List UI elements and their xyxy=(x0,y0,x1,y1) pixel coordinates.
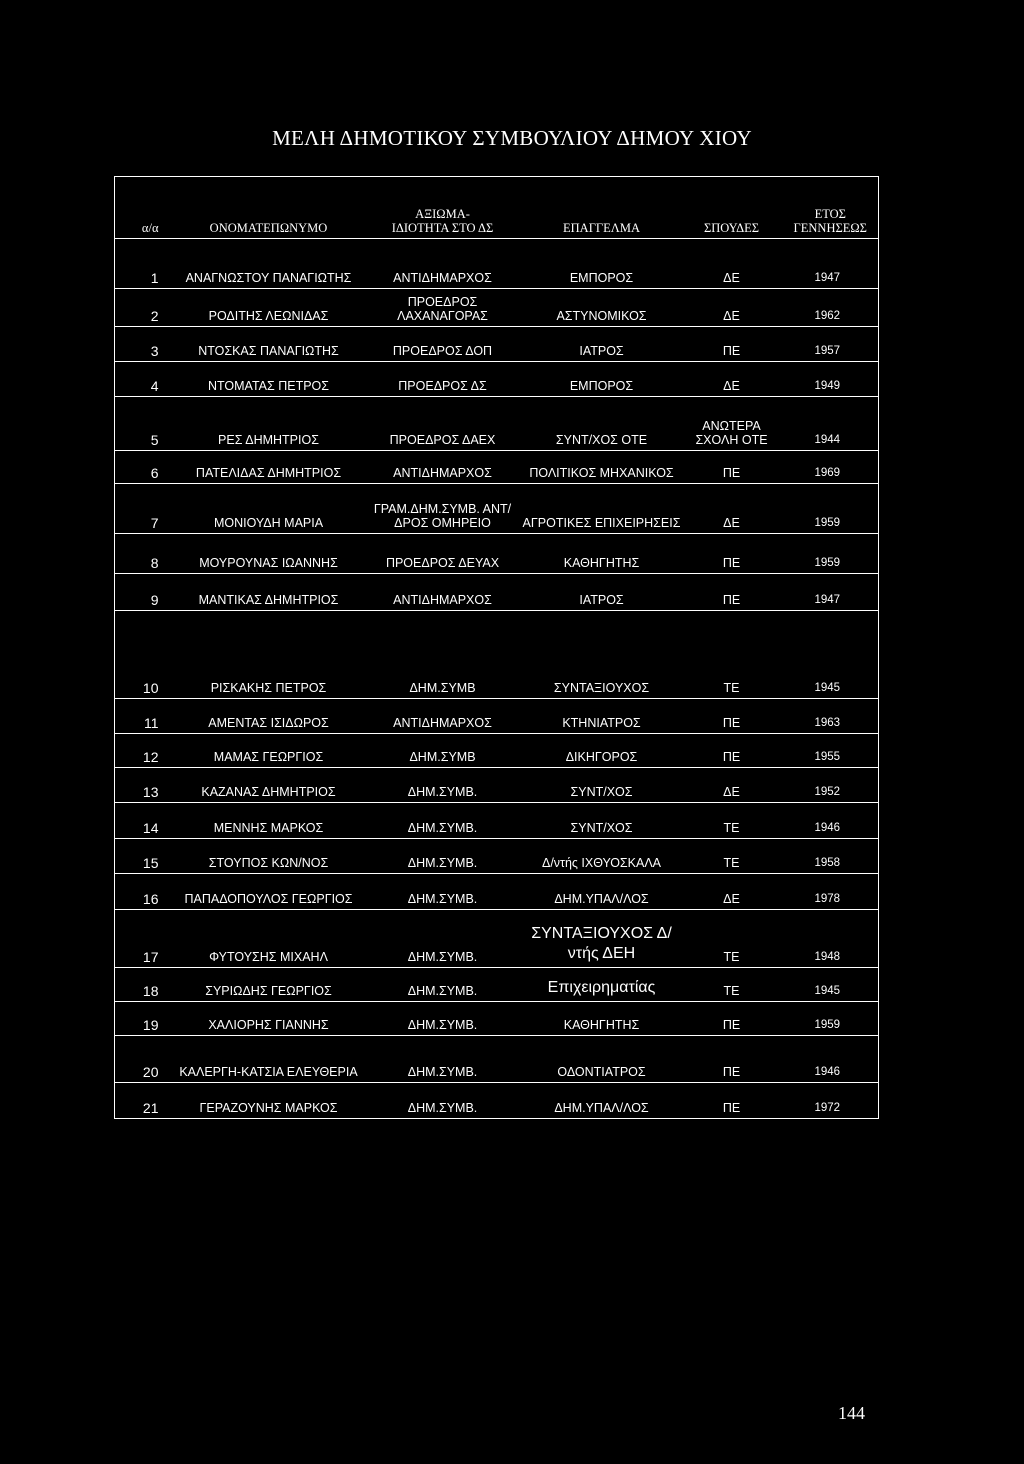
cell-position: ΑΝΤΙΔΗΜΑΡΧΟΣ xyxy=(369,699,517,734)
cell-name: ΠΑΤΕΛΙΔΑΣ ΔΗΜΗΤΡΙΟΣ xyxy=(169,451,369,484)
cell-birth-year: 1945 xyxy=(777,968,879,1002)
cell-education: ΠΕ xyxy=(687,1036,777,1083)
cell-no: 11 xyxy=(115,699,169,734)
cell-no: 8 xyxy=(115,534,169,574)
cell-birth-year: 1962 xyxy=(777,289,879,327)
cell-birth-year: 1946 xyxy=(777,1036,879,1083)
cell-name: ΓΕΡΑΖΟΥΝΗΣ ΜΑΡΚΟΣ xyxy=(169,1083,369,1119)
cell-profession: ΣΥΝΤ/ΧΟΣ xyxy=(517,803,687,839)
cell-birth-year: 1972 xyxy=(777,1083,879,1119)
cell-no: 20 xyxy=(115,1036,169,1083)
cell-profession: Δ/ντής ΙΧΘΥΟΣΚΑΛΑ xyxy=(517,839,687,874)
cell-name: ΜΕΝΝΗΣ ΜΑΡΚΟΣ xyxy=(169,803,369,839)
cell-position: ΔΗΜ.ΣΥΜΒ xyxy=(369,734,517,768)
cell-birth-year: 1957 xyxy=(777,327,879,362)
table-row xyxy=(115,734,879,768)
cell-profession: ΙΑΤΡΟΣ xyxy=(517,327,687,362)
cell-profession: Επιχειρηματίας xyxy=(517,968,687,1002)
cell-position: ΔΗΜ.ΣΥΜΒ. xyxy=(369,1083,517,1119)
cell-no: 18 xyxy=(115,968,169,1002)
cell-birth-year: 1949 xyxy=(777,362,879,397)
cell-birth-year: 1945 xyxy=(777,611,879,699)
cell-profession: ΚΑΘΗΓΗΤΗΣ xyxy=(517,1002,687,1036)
table-row xyxy=(115,451,879,484)
cell-name: ΜΑΜΑΣ ΓΕΩΡΓΙΟΣ xyxy=(169,734,369,768)
cell-education: ΤΕ xyxy=(687,910,777,968)
cell-education: ΠΕ xyxy=(687,734,777,768)
cell-education: ΔΕ xyxy=(687,289,777,327)
cell-name: ΡΕΣ ΔΗΜΗΤΡΙΟΣ xyxy=(169,397,369,451)
cell-no: 15 xyxy=(115,839,169,874)
cell-position: ΑΝΤΙΔΗΜΑΡΧΟΣ xyxy=(369,239,517,289)
header-position: ΑΞΙΩΜΑ-ΙΔΙΟΤΗΤΑ ΣΤΟ ΔΣ xyxy=(369,177,517,239)
cell-profession: ΣΥΝΤΑΞΙΟΥΧΟΣ xyxy=(517,611,687,699)
cell-education: ΔΕ xyxy=(687,484,777,534)
cell-position: ΠΡΟΕΔΡΟΣ ΔΟΠ xyxy=(369,327,517,362)
cell-no: 6 xyxy=(115,451,169,484)
cell-birth-year: 1978 xyxy=(777,874,879,910)
cell-position: ΔΗΜ.ΣΥΜΒ. xyxy=(369,910,517,968)
table-row xyxy=(115,574,879,611)
cell-name: ΑΜΕΝΤΑΣ ΙΣΙΔΩΡΟΣ xyxy=(169,699,369,734)
cell-birth-year: 1958 xyxy=(777,839,879,874)
cell-name: ΚΑΖΑΝΑΣ ΔΗΜΗΤΡΙΟΣ xyxy=(169,768,369,803)
header-profession: ΕΠΑΓΓΕΛΜΑ xyxy=(517,177,687,239)
cell-name: ΚΑΛΕΡΓΗ-ΚΑΤΣΙΑ ΕΛΕΥΘΕΡΙΑ xyxy=(169,1036,369,1083)
cell-profession: ΔΗΜ.ΥΠΑΛ/ΛΟΣ xyxy=(517,1083,687,1119)
cell-education: ΔΕ xyxy=(687,874,777,910)
header-no: α/α xyxy=(115,177,169,239)
cell-no: 17 xyxy=(115,910,169,968)
table-row xyxy=(115,239,879,289)
cell-education: ΤΕ xyxy=(687,968,777,1002)
cell-birth-year: 1955 xyxy=(777,734,879,768)
table-row xyxy=(115,1002,879,1036)
cell-education: ΔΕ xyxy=(687,362,777,397)
cell-name: ΡΟΔΙΤΗΣ ΛΕΩΝΙΔΑΣ xyxy=(169,289,369,327)
cell-profession: ΙΑΤΡΟΣ xyxy=(517,574,687,611)
cell-profession: ΣΥΝΤ/ΧΟΣ xyxy=(517,768,687,803)
cell-profession: ΚΤΗΝΙΑΤΡΟΣ xyxy=(517,699,687,734)
cell-name: ΦΥΤΟΥΣΗΣ ΜΙΧΑΗΛ xyxy=(169,910,369,968)
cell-birth-year: 1959 xyxy=(777,1002,879,1036)
cell-education: ΠΕ xyxy=(687,534,777,574)
cell-education: ΠΕ xyxy=(687,1002,777,1036)
table-row xyxy=(115,910,879,968)
header-name: ΟΝΟΜΑΤΕΠΩΝΥΜΟ xyxy=(169,177,369,239)
cell-no: 4 xyxy=(115,362,169,397)
table-row xyxy=(115,699,879,734)
cell-name: ΣΥΡΙΩΔΗΣ ΓΕΩΡΓΙΟΣ xyxy=(169,968,369,1002)
cell-position: ΑΝΤΙΔΗΜΑΡΧΟΣ xyxy=(369,574,517,611)
cell-education: ΠΕ xyxy=(687,1083,777,1119)
cell-education: ΠΕ xyxy=(687,574,777,611)
cell-name: ΜΑΝΤΙΚΑΣ ΔΗΜΗΤΡΙΟΣ xyxy=(169,574,369,611)
cell-profession: ΔΙΚΗΓΟΡΟΣ xyxy=(517,734,687,768)
cell-profession: ΑΣΤΥΝΟΜΙΚΟΣ xyxy=(517,289,687,327)
cell-education: ΤΕ xyxy=(687,611,777,699)
cell-position: ΔΗΜ.ΣΥΜΒ xyxy=(369,611,517,699)
cell-no: 5 xyxy=(115,397,169,451)
header-education: ΣΠΟΥΔΕΣ xyxy=(687,177,777,239)
table-row xyxy=(115,1083,879,1119)
cell-birth-year: 1959 xyxy=(777,484,879,534)
cell-position: ΓΡΑΜ.ΔΗΜ.ΣΥΜΒ. ΑΝΤ/ΔΡΟΣ ΟΜΗΡΕΙΟ xyxy=(369,484,517,534)
cell-birth-year: 1948 xyxy=(777,910,879,968)
council-members-table xyxy=(114,176,879,1119)
table-row xyxy=(115,1036,879,1083)
cell-no: 12 xyxy=(115,734,169,768)
cell-no: 3 xyxy=(115,327,169,362)
cell-education: ΤΕ xyxy=(687,803,777,839)
cell-name: ΡΙΣΚΑΚΗΣ ΠΕΤΡΟΣ xyxy=(169,611,369,699)
cell-education: ΔΕ xyxy=(687,239,777,289)
page-title: ΜΕΛΗ ΔΗΜΟΤΙΚΟΥ ΣΥΜΒΟΥΛΙΟΥ ΔΗΜΟΥ ΧΙΟΥ xyxy=(272,126,752,150)
table-row xyxy=(115,534,879,574)
cell-birth-year: 1969 xyxy=(777,451,879,484)
cell-education: ΔΕ xyxy=(687,768,777,803)
cell-name: ΠΑΠΑΔΟΠΟΥΛΟΣ ΓΕΩΡΓΙΟΣ xyxy=(169,874,369,910)
cell-education: ΠΕ xyxy=(687,451,777,484)
table-body xyxy=(115,239,879,1119)
table-row xyxy=(115,397,879,451)
cell-profession: ΣΥΝΤ/ΧΟΣ ΟΤΕ xyxy=(517,397,687,451)
cell-profession: ΣΥΝΤΑΞΙΟΥΧΟΣ Δ/ντής ΔΕΗ xyxy=(517,910,687,968)
cell-position: ΔΗΜ.ΣΥΜΒ. xyxy=(369,1002,517,1036)
table-row xyxy=(115,839,879,874)
cell-name: ΜΟΥΡΟΥΝΑΣ ΙΩΑΝΝΗΣ xyxy=(169,534,369,574)
cell-no: 14 xyxy=(115,803,169,839)
cell-position: ΑΝΤΙΔΗΜΑΡΧΟΣ xyxy=(369,451,517,484)
cell-no: 10 xyxy=(115,611,169,699)
cell-position: ΠΡΟΕΔΡΟΣ ΔΣ xyxy=(369,362,517,397)
cell-birth-year: 1944 xyxy=(777,397,879,451)
cell-no: 21 xyxy=(115,1083,169,1119)
cell-position: ΔΗΜ.ΣΥΜΒ. xyxy=(369,968,517,1002)
cell-no: 9 xyxy=(115,574,169,611)
cell-name: ΝΤΟΜΑΤΑΣ ΠΕΤΡΟΣ xyxy=(169,362,369,397)
page-number: 144 xyxy=(838,1403,865,1423)
cell-position: ΠΡΟΕΔΡΟΣ ΛΑΧΑΝΑΓΟΡΑΣ xyxy=(369,289,517,327)
table-row xyxy=(115,874,879,910)
cell-education: ΤΕ xyxy=(687,839,777,874)
cell-birth-year: 1947 xyxy=(777,574,879,611)
table-row xyxy=(115,968,879,1002)
table-row xyxy=(115,327,879,362)
cell-birth-year: 1959 xyxy=(777,534,879,574)
cell-profession: ΑΓΡΟΤΙΚΕΣ ΕΠΙΧΕΙΡΗΣΕΙΣ xyxy=(517,484,687,534)
cell-no: 13 xyxy=(115,768,169,803)
cell-profession: ΠΟΛΙΤΙΚΟΣ ΜΗΧΑΝΙΚΟΣ xyxy=(517,451,687,484)
table-header-row xyxy=(115,177,879,239)
table-row xyxy=(115,289,879,327)
cell-no: 2 xyxy=(115,289,169,327)
cell-birth-year: 1963 xyxy=(777,699,879,734)
cell-name: ΜΟΝΙΟΥΔΗ ΜΑΡΙΑ xyxy=(169,484,369,534)
cell-name: ΝΤΟΣΚΑΣ ΠΑΝΑΓΙΩΤΗΣ xyxy=(169,327,369,362)
cell-name: ΧΑΛΙΟΡΗΣ ΓΙΑΝΝΗΣ xyxy=(169,1002,369,1036)
cell-position: ΔΗΜ.ΣΥΜΒ. xyxy=(369,803,517,839)
cell-profession: ΔΗΜ.ΥΠΑΛ/ΛΟΣ xyxy=(517,874,687,910)
cell-profession: ΚΑΘΗΓΗΤΗΣ xyxy=(517,534,687,574)
table-row xyxy=(115,484,879,534)
cell-position: ΠΡΟΕΔΡΟΣ ΔΑΕΧ xyxy=(369,397,517,451)
cell-birth-year: 1952 xyxy=(777,768,879,803)
table-row xyxy=(115,803,879,839)
table-row xyxy=(115,362,879,397)
cell-position: ΠΡΟΕΔΡΟΣ ΔΕΥΑΧ xyxy=(369,534,517,574)
cell-birth-year: 1947 xyxy=(777,239,879,289)
table-row xyxy=(115,611,879,699)
cell-profession: ΟΔΟΝΤΙΑΤΡΟΣ xyxy=(517,1036,687,1083)
header-birth-year: ΕΤΟΣ ΓΕΝΝΗΣΕΩΣ xyxy=(777,177,879,239)
cell-profession: ΕΜΠΟΡΟΣ xyxy=(517,239,687,289)
cell-education: ΑΝΩΤΕΡΑ ΣΧΟΛΗ ΟΤΕ xyxy=(687,397,777,451)
cell-no: 7 xyxy=(115,484,169,534)
cell-profession: ΕΜΠΟΡΟΣ xyxy=(517,362,687,397)
cell-no: 1 xyxy=(115,239,169,289)
table-row xyxy=(115,768,879,803)
cell-position: ΔΗΜ.ΣΥΜΒ. xyxy=(369,874,517,910)
cell-position: ΔΗΜ.ΣΥΜΒ. xyxy=(369,839,517,874)
cell-education: ΠΕ xyxy=(687,699,777,734)
cell-birth-year: 1946 xyxy=(777,803,879,839)
cell-position: ΔΗΜ.ΣΥΜΒ. xyxy=(369,768,517,803)
cell-position: ΔΗΜ.ΣΥΜΒ. xyxy=(369,1036,517,1083)
cell-name: ΣΤΟΥΠΟΣ ΚΩΝ/ΝΟΣ xyxy=(169,839,369,874)
cell-education: ΠΕ xyxy=(687,327,777,362)
cell-name: ΑΝΑΓΝΩΣΤΟΥ ΠΑΝΑΓΙΩΤΗΣ xyxy=(169,239,369,289)
cell-no: 19 xyxy=(115,1002,169,1036)
cell-no: 16 xyxy=(115,874,169,910)
